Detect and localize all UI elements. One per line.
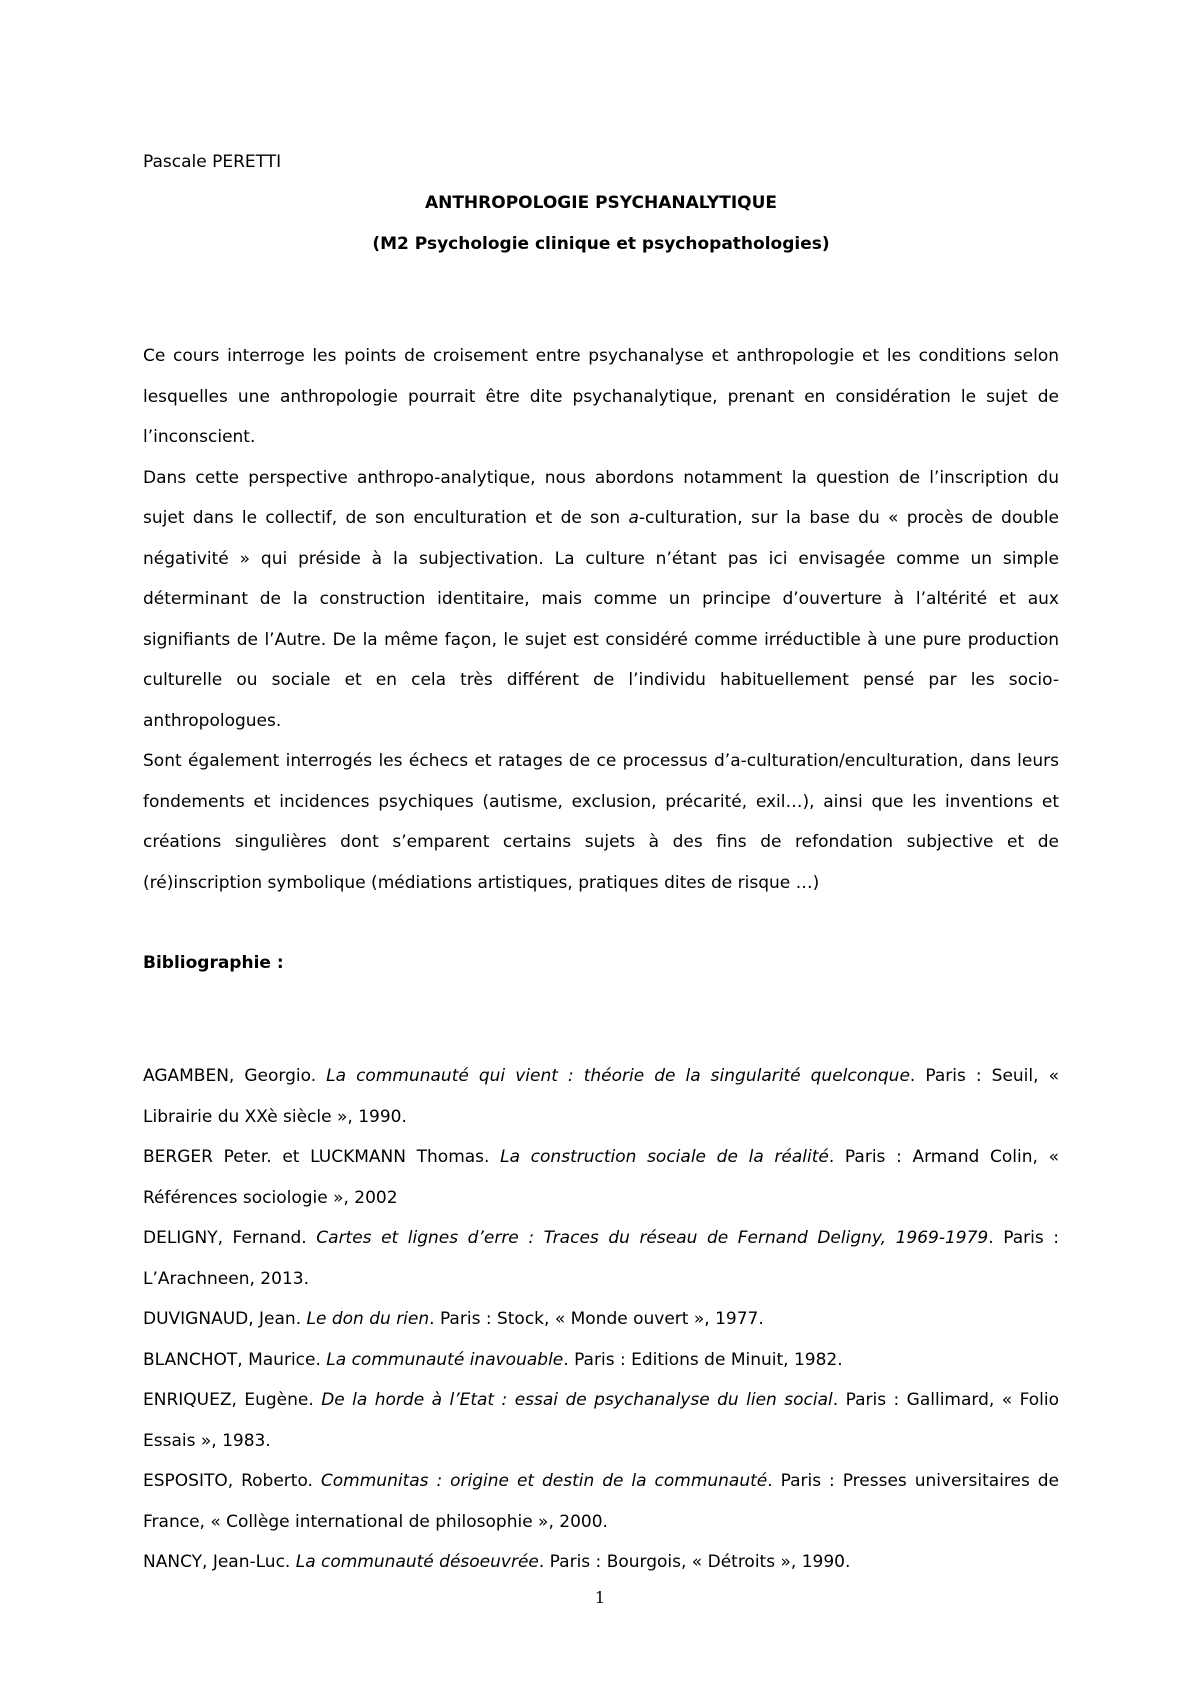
bibliography-entry [143, 1218, 1059, 1299]
paragraph-2-start: Dans cette perspective anthropo-analytique, nous abordons notamment la question de l’inscription du sujet dans le collectif, de son enculturation et de son [143, 467, 1059, 528]
document-title: ANTHROPOLOGIE PSYCHANALYTIQUE [424, 193, 778, 213]
bibliography-entry [143, 1137, 1059, 1218]
bibliography-entry [143, 1461, 1059, 1542]
paragraph-1: Ce cours interroge les points de croisement entre psychanalyse et anthropologie et les conditions selon lesquelles une anthropologie pourrait être dite psychanalytique, prenant en considération le sujet de l’inconscient. [143, 346, 1059, 447]
entry-details: . Paris : Stock, « Monde ouvert », 1977. [429, 1309, 764, 1329]
entry-title: Communitas : origine et destin de la communauté [320, 1471, 768, 1491]
entry-details: . Paris : Armand Colin, « Références sociologie », 2002 [143, 1147, 1059, 1208]
document-subtitle: (M2 Psychologie clinique et psychopathologies) [372, 234, 830, 254]
entry-author: DELIGNY, Fernand. [143, 1228, 317, 1248]
course-description [143, 336, 1059, 903]
entry-author: ENRIQUEZ, Eugène. [143, 1390, 322, 1410]
paragraph-2-end: -culturation, sur la base du « procès de double négativité » qui préside à la subjectivation. La culture n’étant pas ici envisagée comme un simple déterminant de la construction identitaire, mais comme un principe d’ouverture à l’altérité et aux signifiants de l’Autre. De la même façon, le sujet est considéré comme irréductible à une pure production culturelle ou sociale et en cela très différent de l’individu habituellement pensé par les socio-anthropologues. [143, 508, 1059, 731]
entry-author: AGAMBEN, Georgio. [143, 1066, 327, 1086]
entry-details: . Paris : Bourgois, « Détroits », 1990. [538, 1552, 851, 1572]
entry-details: . Paris : Gallimard, « Folio Essais », 1983. [143, 1390, 1059, 1451]
entry-title: La construction sociale de la réalité [500, 1147, 829, 1167]
entry-details: . Paris : Editions de Minuit, 1982. [563, 1349, 843, 1370]
entry-title: La communauté qui vient : théorie de la singularité quelconque [326, 1066, 910, 1086]
entry-details: . Paris : L’Arachneen, 2013. [143, 1228, 1059, 1289]
page-content [143, 142, 1059, 1583]
paragraph-2-italic: a [628, 508, 639, 528]
bibliography-entry [143, 1056, 1059, 1137]
entry-title: La communauté désoeuvrée [295, 1552, 539, 1572]
entry-details: . Paris : Seuil, « Librairie du XXè siècle », 1990. [143, 1066, 1059, 1127]
entry-title: De la horde à l’Etat : essai de psychanalyse du lien social [321, 1390, 833, 1410]
entry-author: BERGER Peter. et LUCKMANN Thomas. [143, 1147, 501, 1167]
paragraph-2 [143, 458, 1059, 742]
entry-title: La communauté inavouable [326, 1349, 564, 1370]
entry-author: BLANCHOT, Maurice. [143, 1349, 327, 1370]
entry-title: Le don du rien [306, 1309, 430, 1329]
bibliography-heading: Bibliographie : [143, 953, 284, 973]
entry-title: Cartes et lignes d’erre : Traces du réseau de Fernand Deligny, 1969-1979 [316, 1228, 989, 1248]
entry-details: . Paris : Presses universitaires de France, « Collège international de philosophie », 2000. [143, 1471, 1059, 1532]
entry-author: ESPOSITO, Roberto. [143, 1471, 321, 1491]
author-name: Pascale PERETTI [143, 152, 282, 172]
entry-author: DUVIGNAUD, Jean. [143, 1309, 307, 1329]
entry-author: NANCY, Jean-Luc. [143, 1552, 296, 1572]
bibliography-entry [143, 1299, 1059, 1340]
bibliography-list [143, 1056, 1059, 1583]
paragraph-3: Sont également interrogés les échecs et ratages de ce processus d’a-culturation/enculturation, dans leurs fondements et incidences psychiques (autisme, exclusion, précarité, exil…), ainsi que les inventions et créations singulières dont s’emparent certains sujets à des fins de refondation subjective et de (ré)inscription symbolique (médiations artistiques, pratiques dites de risque …) [143, 751, 1059, 893]
bibliography-entry [143, 1542, 1059, 1583]
page-number: 1 [594, 1588, 606, 1607]
bibliography-entry [143, 1380, 1059, 1461]
bibliography-entry [143, 1340, 1059, 1381]
